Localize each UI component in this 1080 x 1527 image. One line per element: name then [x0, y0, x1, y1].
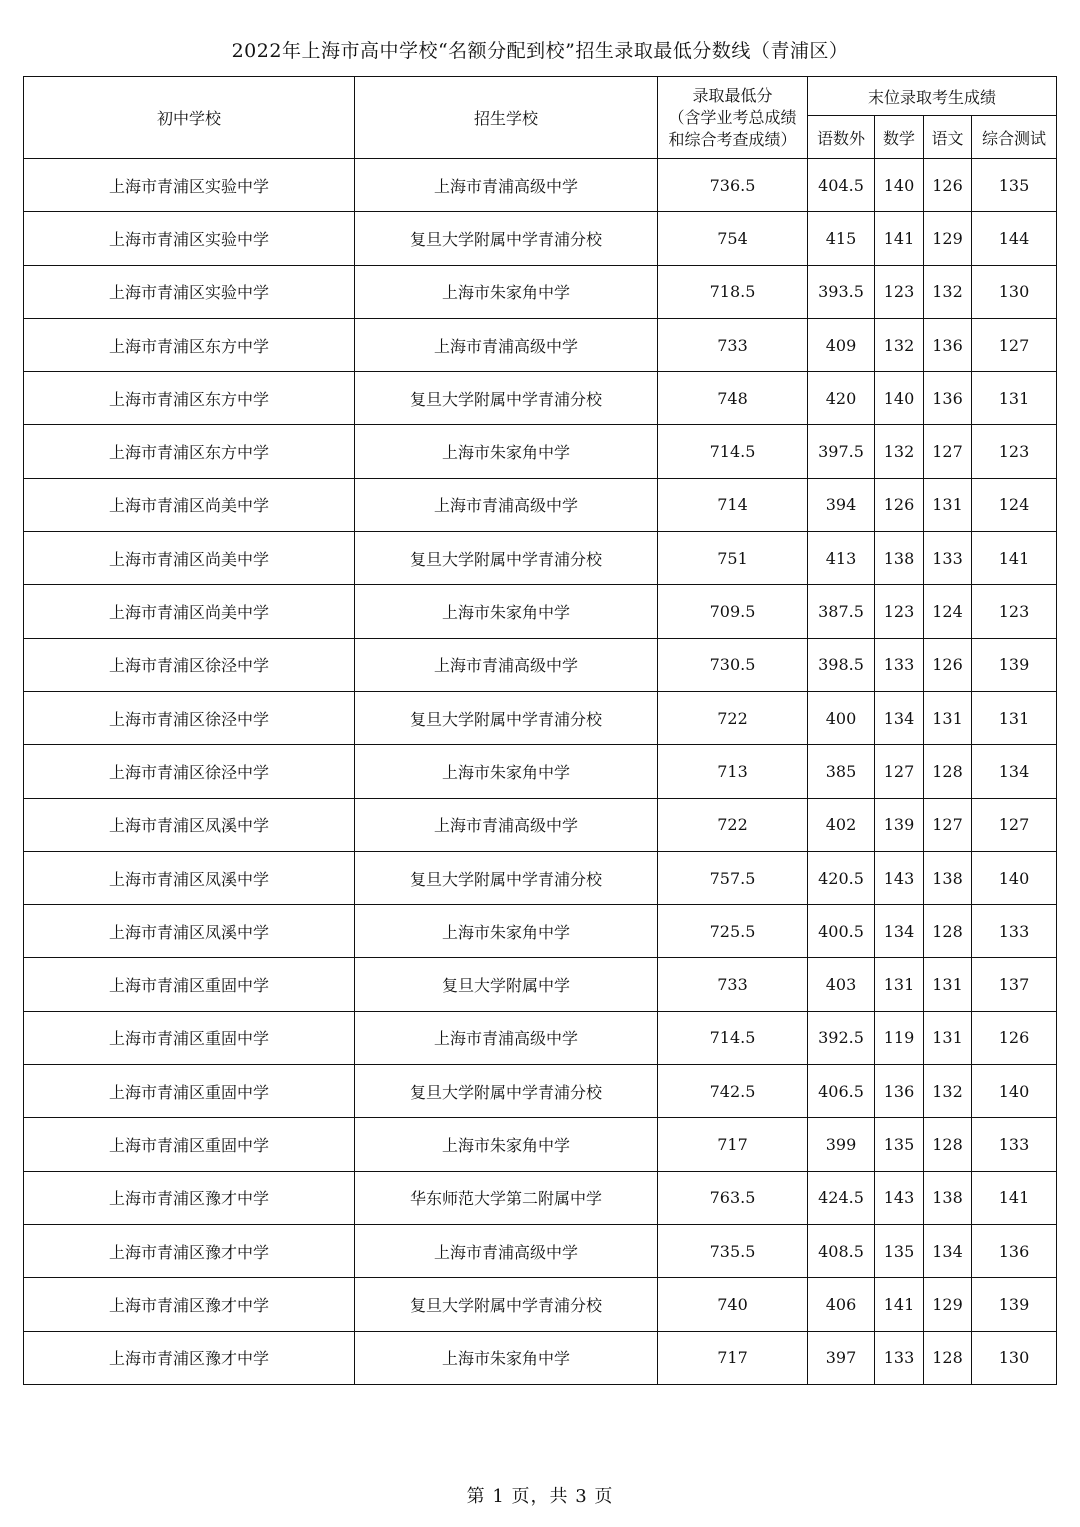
cell-yushuwai: 408.5: [808, 1224, 875, 1277]
cell-min-score: 709.5: [658, 585, 808, 638]
cell-comprehensive: 135: [972, 159, 1057, 212]
cell-min-score: 714: [658, 478, 808, 531]
table-row: [24, 1065, 1057, 1118]
cell-admit-school: 上海市青浦高级中学: [355, 159, 658, 212]
cell-min-score: 722: [658, 798, 808, 851]
cell-comprehensive: 131: [972, 691, 1057, 744]
cell-min-score: 736.5: [658, 159, 808, 212]
cell-chinese: 129: [924, 212, 972, 265]
header-min-score: [658, 77, 808, 159]
cell-math: 143: [875, 851, 924, 904]
cell-math: 119: [875, 1011, 924, 1064]
table-row: [24, 745, 1057, 798]
cell-yushuwai: 387.5: [808, 585, 875, 638]
cell-junior-school: 上海市青浦区实验中学: [24, 212, 355, 265]
cell-admit-school: 上海市朱家角中学: [355, 745, 658, 798]
cell-yushuwai: 397.5: [808, 425, 875, 478]
cell-math: 134: [875, 691, 924, 744]
cell-chinese: 128: [924, 745, 972, 798]
cell-admit-school: 上海市青浦高级中学: [355, 638, 658, 691]
cell-chinese: 128: [924, 1118, 972, 1171]
cell-admit-school: 上海市青浦高级中学: [355, 1224, 658, 1277]
cell-min-score: 757.5: [658, 851, 808, 904]
cell-min-score: 733: [658, 318, 808, 371]
cell-junior-school: 上海市青浦区凤溪中学: [24, 905, 355, 958]
cell-math: 136: [875, 1065, 924, 1118]
table-row: [24, 1224, 1057, 1277]
table-row: [24, 905, 1057, 958]
table-row: [24, 212, 1057, 265]
cell-admit-school: 上海市朱家角中学: [355, 1331, 658, 1384]
cell-min-score: 714.5: [658, 1011, 808, 1064]
table-row: [24, 532, 1057, 585]
cell-math: 141: [875, 1278, 924, 1331]
cell-admit-school: 复旦大学附属中学青浦分校: [355, 532, 658, 585]
cell-chinese: 126: [924, 159, 972, 212]
table-body: [24, 159, 1057, 1385]
cell-math: 140: [875, 159, 924, 212]
table-row: [24, 798, 1057, 851]
header-math: 数学: [875, 116, 924, 159]
cell-math: 132: [875, 318, 924, 371]
cell-chinese: 124: [924, 585, 972, 638]
cell-min-score: 763.5: [658, 1171, 808, 1224]
cell-junior-school: 上海市青浦区尚美中学: [24, 585, 355, 638]
cell-admit-school: 上海市朱家角中学: [355, 905, 658, 958]
cell-admit-school: 上海市青浦高级中学: [355, 478, 658, 531]
cell-junior-school: 上海市青浦区重固中学: [24, 958, 355, 1011]
cell-yushuwai: 399: [808, 1118, 875, 1171]
cell-min-score: 718.5: [658, 265, 808, 318]
table-row: [24, 425, 1057, 478]
cell-admit-school: 复旦大学附属中学青浦分校: [355, 851, 658, 904]
table-row: [24, 1171, 1057, 1224]
header-last-admitted: 末位录取考生成绩: [808, 77, 1057, 116]
cell-math: 143: [875, 1171, 924, 1224]
cell-admit-school: 复旦大学附属中学青浦分校: [355, 1065, 658, 1118]
cell-yushuwai: 406: [808, 1278, 875, 1331]
cell-yushuwai: 393.5: [808, 265, 875, 318]
table-row: [24, 1118, 1057, 1171]
cell-math: 140: [875, 372, 924, 425]
table-row: [24, 691, 1057, 744]
cell-yushuwai: 409: [808, 318, 875, 371]
cell-junior-school: 上海市青浦区重固中学: [24, 1011, 355, 1064]
cell-admit-school: 复旦大学附属中学青浦分校: [355, 372, 658, 425]
cell-math: 123: [875, 265, 924, 318]
cell-junior-school: 上海市青浦区重固中学: [24, 1118, 355, 1171]
cell-min-score: 730.5: [658, 638, 808, 691]
cell-comprehensive: 136: [972, 1224, 1057, 1277]
header-chinese: 语文: [924, 116, 972, 159]
cell-math: 132: [875, 425, 924, 478]
cell-admit-school: 复旦大学附属中学青浦分校: [355, 212, 658, 265]
cell-yushuwai: 400.5: [808, 905, 875, 958]
header-junior-school: 初中学校: [24, 77, 355, 159]
cell-yushuwai: 406.5: [808, 1065, 875, 1118]
cell-comprehensive: 140: [972, 851, 1057, 904]
table-row: [24, 958, 1057, 1011]
table-row: [24, 1331, 1057, 1384]
cell-chinese: 128: [924, 1331, 972, 1384]
cell-chinese: 126: [924, 638, 972, 691]
cell-math: 123: [875, 585, 924, 638]
cell-min-score: 722: [658, 691, 808, 744]
cell-comprehensive: 139: [972, 1278, 1057, 1331]
header-min-score-line3: 和综合考查成绩）: [668, 129, 797, 149]
cell-comprehensive: 133: [972, 1118, 1057, 1171]
cell-chinese: 134: [924, 1224, 972, 1277]
cell-junior-school: 上海市青浦区东方中学: [24, 425, 355, 478]
cell-chinese: 131: [924, 958, 972, 1011]
cell-min-score: 751: [658, 532, 808, 585]
cell-comprehensive: 131: [972, 372, 1057, 425]
table-row: [24, 265, 1057, 318]
cell-math: 141: [875, 212, 924, 265]
cell-admit-school: 复旦大学附属中学青浦分校: [355, 691, 658, 744]
cell-yushuwai: 403: [808, 958, 875, 1011]
cell-min-score: 714.5: [658, 425, 808, 478]
cell-comprehensive: 140: [972, 1065, 1057, 1118]
cell-yushuwai: 420: [808, 372, 875, 425]
cell-chinese: 138: [924, 1171, 972, 1224]
cell-comprehensive: 133: [972, 905, 1057, 958]
cell-comprehensive: 139: [972, 638, 1057, 691]
cell-yushuwai: 424.5: [808, 1171, 875, 1224]
cell-chinese: 127: [924, 425, 972, 478]
cell-math: 126: [875, 478, 924, 531]
cell-chinese: 129: [924, 1278, 972, 1331]
cell-junior-school: 上海市青浦区重固中学: [24, 1065, 355, 1118]
cell-junior-school: 上海市青浦区凤溪中学: [24, 798, 355, 851]
cell-yushuwai: 404.5: [808, 159, 875, 212]
cell-min-score: 754: [658, 212, 808, 265]
cell-chinese: 132: [924, 1065, 972, 1118]
cell-yushuwai: 394: [808, 478, 875, 531]
table-row: [24, 318, 1057, 371]
cell-comprehensive: 134: [972, 745, 1057, 798]
cell-junior-school: 上海市青浦区实验中学: [24, 265, 355, 318]
header-min-score-line2: （含学业考总成绩: [668, 107, 797, 127]
cell-junior-school: 上海市青浦区豫才中学: [24, 1331, 355, 1384]
cell-math: 138: [875, 532, 924, 585]
cell-admit-school: 复旦大学附属中学青浦分校: [355, 1278, 658, 1331]
table-row: [24, 478, 1057, 531]
cell-junior-school: 上海市青浦区尚美中学: [24, 532, 355, 585]
page-title: 2022年上海市高中学校“名额分配到校”招生录取最低分数线（青浦区）: [231, 40, 849, 62]
cell-chinese: 131: [924, 1011, 972, 1064]
cell-math: 133: [875, 1331, 924, 1384]
cell-comprehensive: 144: [972, 212, 1057, 265]
cell-min-score: 735.5: [658, 1224, 808, 1277]
table-row: [24, 585, 1057, 638]
cell-min-score: 717: [658, 1331, 808, 1384]
cell-admit-school: 上海市青浦高级中学: [355, 1011, 658, 1064]
cell-comprehensive: 127: [972, 318, 1057, 371]
cell-yushuwai: 413: [808, 532, 875, 585]
cell-chinese: 136: [924, 318, 972, 371]
cell-yushuwai: 398.5: [808, 638, 875, 691]
cell-admit-school: 上海市朱家角中学: [355, 425, 658, 478]
table-row: [24, 1011, 1057, 1064]
cell-yushuwai: 415: [808, 212, 875, 265]
cell-min-score: 713: [658, 745, 808, 798]
cell-chinese: 132: [924, 265, 972, 318]
cell-math: 135: [875, 1224, 924, 1277]
cell-admit-school: 复旦大学附属中学: [355, 958, 658, 1011]
cell-junior-school: 上海市青浦区凤溪中学: [24, 851, 355, 904]
cell-comprehensive: 124: [972, 478, 1057, 531]
cell-chinese: 128: [924, 905, 972, 958]
table-row: [24, 159, 1057, 212]
cell-min-score: 748: [658, 372, 808, 425]
cell-admit-school: 华东师范大学第二附属中学: [355, 1171, 658, 1224]
cell-chinese: 136: [924, 372, 972, 425]
cell-math: 139: [875, 798, 924, 851]
cell-chinese: 127: [924, 798, 972, 851]
cell-admit-school: 上海市朱家角中学: [355, 585, 658, 638]
cell-yushuwai: 420.5: [808, 851, 875, 904]
cell-math: 131: [875, 958, 924, 1011]
table-row: [24, 1278, 1057, 1331]
cell-junior-school: 上海市青浦区徐泾中学: [24, 745, 355, 798]
cell-yushuwai: 385: [808, 745, 875, 798]
cell-chinese: 131: [924, 691, 972, 744]
cell-comprehensive: 123: [972, 585, 1057, 638]
cell-admit-school: 上海市朱家角中学: [355, 265, 658, 318]
cell-comprehensive: 141: [972, 1171, 1057, 1224]
cell-junior-school: 上海市青浦区实验中学: [24, 159, 355, 212]
cell-chinese: 133: [924, 532, 972, 585]
cell-comprehensive: 127: [972, 798, 1057, 851]
admission-score-table: [23, 76, 1057, 1385]
cell-math: 135: [875, 1118, 924, 1171]
cell-comprehensive: 141: [972, 532, 1057, 585]
cell-comprehensive: 130: [972, 1331, 1057, 1384]
cell-min-score: 733: [658, 958, 808, 1011]
header-yushuwai: 语数外: [808, 116, 875, 159]
cell-comprehensive: 126: [972, 1011, 1057, 1064]
cell-chinese: 131: [924, 478, 972, 531]
page-footer: 第 1 页，共 3 页: [466, 1486, 614, 1507]
cell-min-score: 740: [658, 1278, 808, 1331]
cell-junior-school: 上海市青浦区徐泾中学: [24, 638, 355, 691]
cell-junior-school: 上海市青浦区豫才中学: [24, 1171, 355, 1224]
cell-yushuwai: 397: [808, 1331, 875, 1384]
cell-junior-school: 上海市青浦区东方中学: [24, 372, 355, 425]
cell-admit-school: 上海市青浦高级中学: [355, 798, 658, 851]
cell-math: 133: [875, 638, 924, 691]
cell-yushuwai: 392.5: [808, 1011, 875, 1064]
cell-min-score: 725.5: [658, 905, 808, 958]
header-admit-school: 招生学校: [355, 77, 658, 159]
cell-junior-school: 上海市青浦区东方中学: [24, 318, 355, 371]
table-row: [24, 372, 1057, 425]
cell-junior-school: 上海市青浦区豫才中学: [24, 1224, 355, 1277]
cell-comprehensive: 123: [972, 425, 1057, 478]
cell-min-score: 717: [658, 1118, 808, 1171]
header-min-score-line1: 录取最低分: [692, 85, 773, 105]
cell-math: 134: [875, 905, 924, 958]
cell-math: 127: [875, 745, 924, 798]
cell-comprehensive: 137: [972, 958, 1057, 1011]
cell-min-score: 742.5: [658, 1065, 808, 1118]
cell-chinese: 138: [924, 851, 972, 904]
cell-yushuwai: 402: [808, 798, 875, 851]
cell-admit-school: 上海市青浦高级中学: [355, 318, 658, 371]
cell-yushuwai: 400: [808, 691, 875, 744]
header-comprehensive: 综合测试: [972, 116, 1057, 159]
cell-junior-school: 上海市青浦区徐泾中学: [24, 691, 355, 744]
table-row: [24, 851, 1057, 904]
cell-junior-school: 上海市青浦区尚美中学: [24, 478, 355, 531]
cell-junior-school: 上海市青浦区豫才中学: [24, 1278, 355, 1331]
cell-admit-school: 上海市朱家角中学: [355, 1118, 658, 1171]
cell-comprehensive: 130: [972, 265, 1057, 318]
table-row: [24, 638, 1057, 691]
